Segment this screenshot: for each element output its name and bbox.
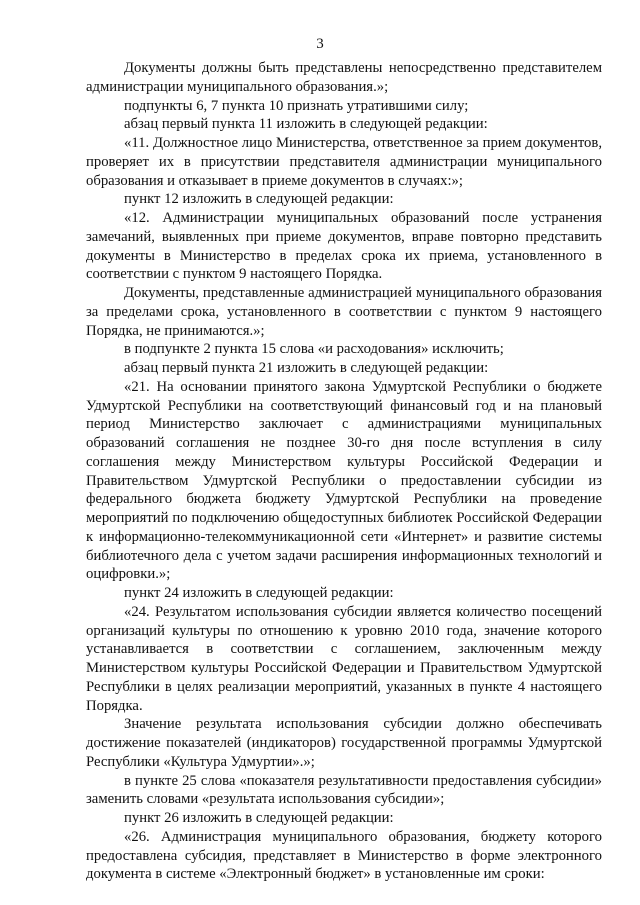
paragraph: Документы, представленные администрацией муниципального образования за пределами срока, установленного в соответствии с пунктом 9 настоящего Порядка, не принимаются.»; [86, 285, 602, 339]
paragraph: пункт 12 изложить в следующей редакции: [124, 191, 394, 208]
paragraph: «26. Администрация муниципального образования, бюджету которого предоставлена субсидия, представляет в Министерство в форме электронного документа в системе «Электронный бюджет» в установленные им сроки: [86, 828, 602, 883]
paragraph: абзац первый пункта 11 изложить в следующей редакции: [124, 116, 488, 133]
paragraph: подпункты 6, 7 пункта 10 признать утратившими силу; [124, 97, 469, 114]
paragraph: Значение результата использования субсидии должно обеспечивать достижение показателей (индикаторов) государственной программы Удмуртской Республики «Культура Удмуртии».»; [86, 716, 602, 770]
paragraph: «24. Результатом использования субсидии является количество посещений организаций культуры по отношению к уровню 2010 года, значение которого устанавливается в соответствии с соглашением, заключенным между Министерством культуры Российской Федерации и Правительством Удмуртской Республики в целях реализации мероприятий, указанных в пункте 4 настоящего Порядка. [86, 603, 602, 714]
paragraph: абзац первый пункта 21 изложить в следующей редакции: [124, 360, 489, 376]
paragraph: в подпункте 2 пункта 15 слова «и расходования» исключить; [124, 341, 504, 358]
paragraph: «21. На основании принятого закона Удмуртской Республики о бюджете Удмуртской Республики на соответствующий финансовый год и на плановый период Министерство заключает с администрациями муниципальных образований соглашения не позднее 30-го дня после вступления в силу соглашения между Министерством культуры Российской Федерации и Правительством Удмуртской Республики о предоставлении субсидии из федерального бюджета бюджету Удмуртской Республики на проведение мероприятий по подключению общедоступных библиотек Российской Федерации к информационно-телекоммуникационной сети «Интернет» и развитие системы библиотечного дела с учетом задачи расширения информационных технологий и оцифровки.»; [86, 378, 602, 583]
document-body [86, 59, 602, 884]
page-number: 3 [316, 36, 324, 52]
paragraph: пункт 26 изложить в следующей редакции: [124, 810, 394, 826]
paragraph: «11. Должностное лицо Министерства, ответственное за прием документов, проверяет их в присутствии представителя администрации муниципального образования и отказывает в приеме документов в случаях:»; [86, 135, 602, 189]
paragraph: Документы должны быть представлены непосредственно представителем администрации муниципального образования.»; [86, 60, 602, 95]
paragraph: «12. Администрации муниципальных образований после устранения замечаний, выявленных при приеме документов, вправе повторно представить документы в Министерство в пределах срока их приема, установленного в соответствии с пунктом 9 настоящего Порядка. [86, 210, 602, 283]
paragraph: пункт 24 изложить в следующей редакции: [124, 585, 394, 601]
paragraph: в пункте 25 слова «показателя результативности предоставления субсидии» заменить словами «результата использования субсидии»; [86, 772, 602, 808]
